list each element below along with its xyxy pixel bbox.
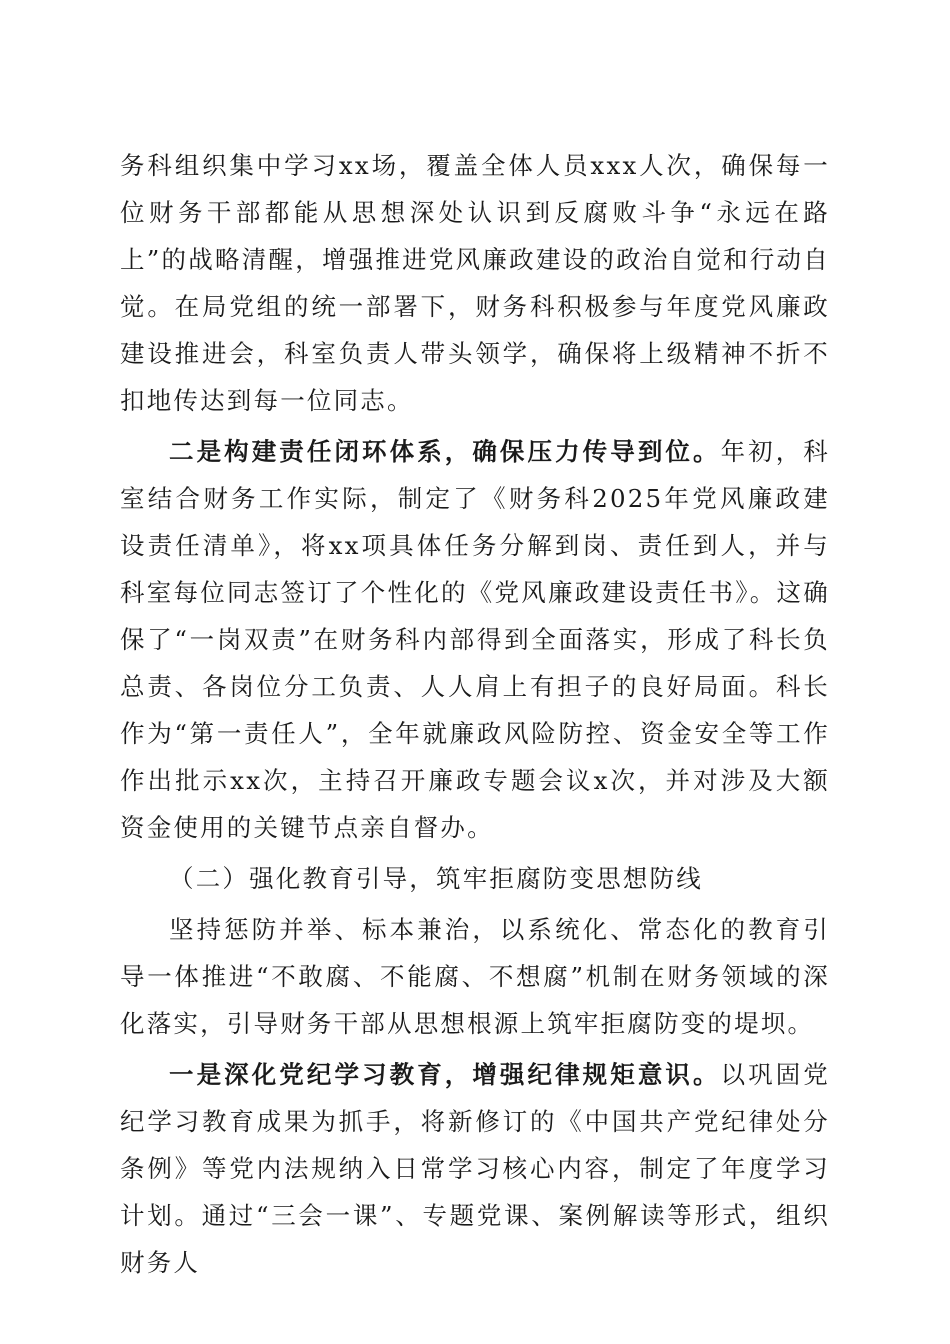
paragraph-3-text: 坚持惩防并举、标本兼治，以系统化、常态化的教育引导一体推进“不敢腐、不能腐、不想腐”机制在财务领域的深化落实，引导财务干部从思想根源上筑牢拒腐防变的堤坝。 [120,915,830,1038]
paragraph-2-text: 年初，科室结合财务工作实际，制定了《财务科2025年党风廉政建设责任清单》，将xx项具体任务分解到岗、责任到人，并与科室每位同志签订了个性化的《党风廉政建设责任书》。这确保了“一岗双责”在财务科内部得到全面落实，形成了科长负总责、各岗位分工负责、人人肩上有担子的良好局面。科长作为“第一责任人”，全年就廉政风险防控、资金安全等工作作出批示xx次，主持召开廉政专题会议x次，并对涉及大额资金使用的关键节点亲自督办。 [120,437,830,842]
paragraph-4-text: 以巩固党纪学习教育成果为抓手，将新修订的《中国共产党纪律处分条例》等党内法规纳入日常学习核心内容，制定了年度学习计划。通过“三会一课”、专题党课、案例解读等形式，组织财务人 [120,1060,830,1277]
paragraph-2 [120,428,830,851]
document-body [120,142,830,1290]
paragraph-4-lead: 一是深化党纪学习教育，增强纪律规矩意识。 [169,1060,721,1089]
paragraph-1-text: 务科组织集中学习xx场，覆盖全体人员xxx人次，确保每一位财务干部都能从思想深处认识到反腐败斗争“永远在路上”的战略清醒，增强推进党风廉政建设的政治自觉和行动自觉。在局党组的统一部署下，财务科积极参与年度党风廉政建设推进会，科室负责人带头领学，确保将上级精神不折不扣地传达到每一位同志。 [120,151,830,415]
paragraph-4 [120,1051,830,1286]
section-heading [120,855,830,902]
paragraph-3 [120,906,830,1047]
paragraph-2-lead: 二是构建责任闭环体系，确保压力传导到位。 [169,437,721,466]
paragraph-1 [120,142,830,424]
section-heading-text: （二）强化教育引导，筑牢拒腐防变思想防线 [169,864,703,893]
